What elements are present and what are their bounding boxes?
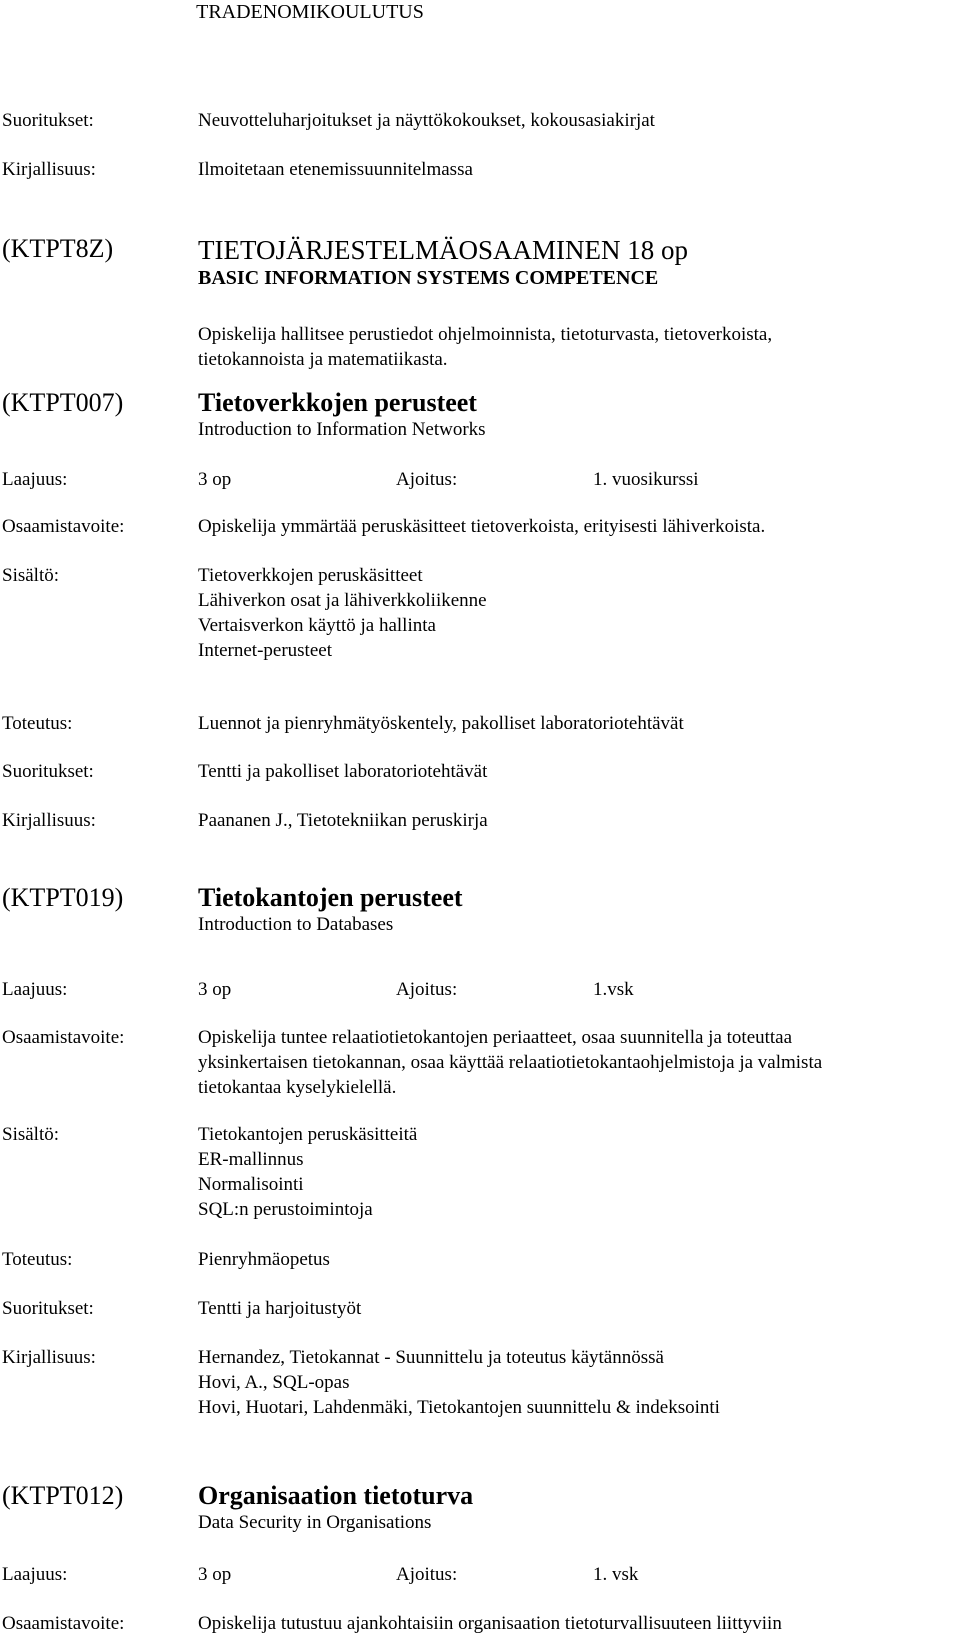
kirjallisuus-line: Hernandez, Tietokannat - Suunnittelu ja toteutus käytännössä: [198, 1347, 664, 1368]
label-ajoitus: Ajoitus:: [396, 469, 458, 490]
value-kirjallisuus: Ilmoitetaan etenemissuunnitelmassa: [198, 159, 473, 180]
label-toteutus: Toteutus:: [2, 1249, 73, 1270]
course-subtitle: Data Security in Organisations: [198, 1512, 432, 1533]
osaamistavoite-line: Opiskelija tuntee relaatiotietokantojen periaatteet, osaa suunnitella ja toteuttaa: [198, 1027, 793, 1048]
kirjallisuus-line: Paananen J., Tietotekniikan peruskirja: [198, 810, 488, 831]
osaamistavoite-line: tietokantaa kyselykielellä.: [198, 1077, 397, 1098]
label-osaamistavoite: Osaamistavoite:: [2, 1613, 125, 1634]
osaamistavoite-line: Opiskelija tutustuu ajankohtaisiin organisaation tietoturvallisuuteen liittyviin: [198, 1613, 782, 1634]
label-suoritukset: Suoritukset:: [2, 761, 94, 782]
kirjallisuus-line: Hovi, Huotari, Lahdenmäki, Tietokantojen suunnittelu & indeksointi: [198, 1397, 720, 1418]
sisalto-line: SQL:n perustoimintoja: [198, 1199, 373, 1220]
course-subtitle: Introduction to Databases: [198, 914, 394, 935]
label-suoritukset: Suoritukset:: [2, 1298, 94, 1319]
value-toteutus: Luennot ja pienryhmätyöskentely, pakolliset laboratoriotehtävät: [198, 713, 684, 734]
label-laajuus: Laajuus:: [2, 979, 68, 1000]
course-subtitle: Introduction to Information Networks: [198, 419, 486, 440]
sisalto-line: Vertaisverkon käyttö ja hallinta: [198, 615, 436, 636]
label-kirjallisuus: Kirjallisuus:: [2, 1347, 96, 1368]
course-title: Organisaation tietoturva: [198, 1481, 474, 1510]
course-title: Tietokantojen perusteet: [198, 883, 463, 912]
sisalto-line: Tietoverkkojen peruskäsitteet: [198, 565, 423, 586]
page-header: [0, 0, 620, 24]
value-suoritukset: Tentti ja harjoitustyöt: [198, 1298, 362, 1319]
label-osaamistavoite: Osaamistavoite:: [2, 516, 125, 537]
course-title: Tietoverkkojen perusteet: [198, 388, 477, 417]
header-title: TRADENOMIKOULUTUS: [196, 1, 424, 23]
label-sisalto: Sisältö:: [2, 1124, 60, 1145]
label-suoritukset: Suoritukset:: [2, 110, 94, 131]
value-ajoitus: 1. vuosikurssi: [593, 469, 699, 490]
module-title: TIETOJÄRJESTELMÄOSAAMINEN 18 op: [198, 235, 688, 265]
value-suoritukset: Tentti ja pakolliset laboratoriotehtävät: [198, 761, 488, 782]
label-sisalto: Sisältö:: [2, 565, 60, 586]
module-description-line: tietokannoista ja matematiikasta.: [198, 349, 448, 370]
sisalto-line: Normalisointi: [198, 1174, 304, 1195]
label-laajuus: Laajuus:: [2, 1564, 68, 1585]
sisalto-line: Lähiverkon osat ja lähiverkkoliikenne: [198, 590, 487, 611]
kirjallisuus-line: Hovi, A., SQL-opas: [198, 1372, 350, 1393]
module-code: (KTPT8Z): [2, 234, 114, 263]
sisalto-line: Internet-perusteet: [198, 640, 332, 661]
value-toteutus: Pienryhmäopetus: [198, 1249, 330, 1270]
label-kirjallisuus: Kirjallisuus:: [2, 810, 96, 831]
value-ajoitus: 1.vsk: [593, 979, 634, 1000]
sisalto-line: ER-mallinnus: [198, 1149, 304, 1170]
value-laajuus: 3 op: [198, 469, 232, 490]
label-kirjallisuus: Kirjallisuus:: [2, 159, 96, 180]
course-code: (KTPT007): [2, 388, 124, 417]
label-ajoitus: Ajoitus:: [396, 979, 458, 1000]
value-suoritukset: Neuvotteluharjoitukset ja näyttökokoukset, kokousasiakirjat: [198, 110, 655, 131]
value-ajoitus: 1. vsk: [593, 1564, 639, 1585]
course-code: (KTPT012): [2, 1481, 124, 1510]
module-description-line: Opiskelija hallitsee perustiedot ohjelmoinnista, tietoturvasta, tietoverkoista,: [198, 324, 773, 345]
label-osaamistavoite: Osaamistavoite:: [2, 1027, 125, 1048]
value-laajuus: 3 op: [198, 1564, 232, 1585]
value-laajuus: 3 op: [198, 979, 232, 1000]
module-subtitle: BASIC INFORMATION SYSTEMS COMPETENCE: [198, 267, 659, 289]
osaamistavoite-line: Opiskelija ymmärtää peruskäsitteet tietoverkoista, erityisesti lähiverkoista.: [198, 516, 766, 537]
label-laajuus: Laajuus:: [2, 469, 68, 490]
sisalto-line: Tietokantojen peruskäsitteitä: [198, 1124, 418, 1145]
label-ajoitus: Ajoitus:: [396, 1564, 458, 1585]
course-code: (KTPT019): [2, 883, 124, 912]
osaamistavoite-line: yksinkertaisen tietokannan, osaa käyttää relaatiotietokantaohjelmistoja ja valmista: [198, 1052, 823, 1073]
label-toteutus: Toteutus:: [2, 713, 73, 734]
